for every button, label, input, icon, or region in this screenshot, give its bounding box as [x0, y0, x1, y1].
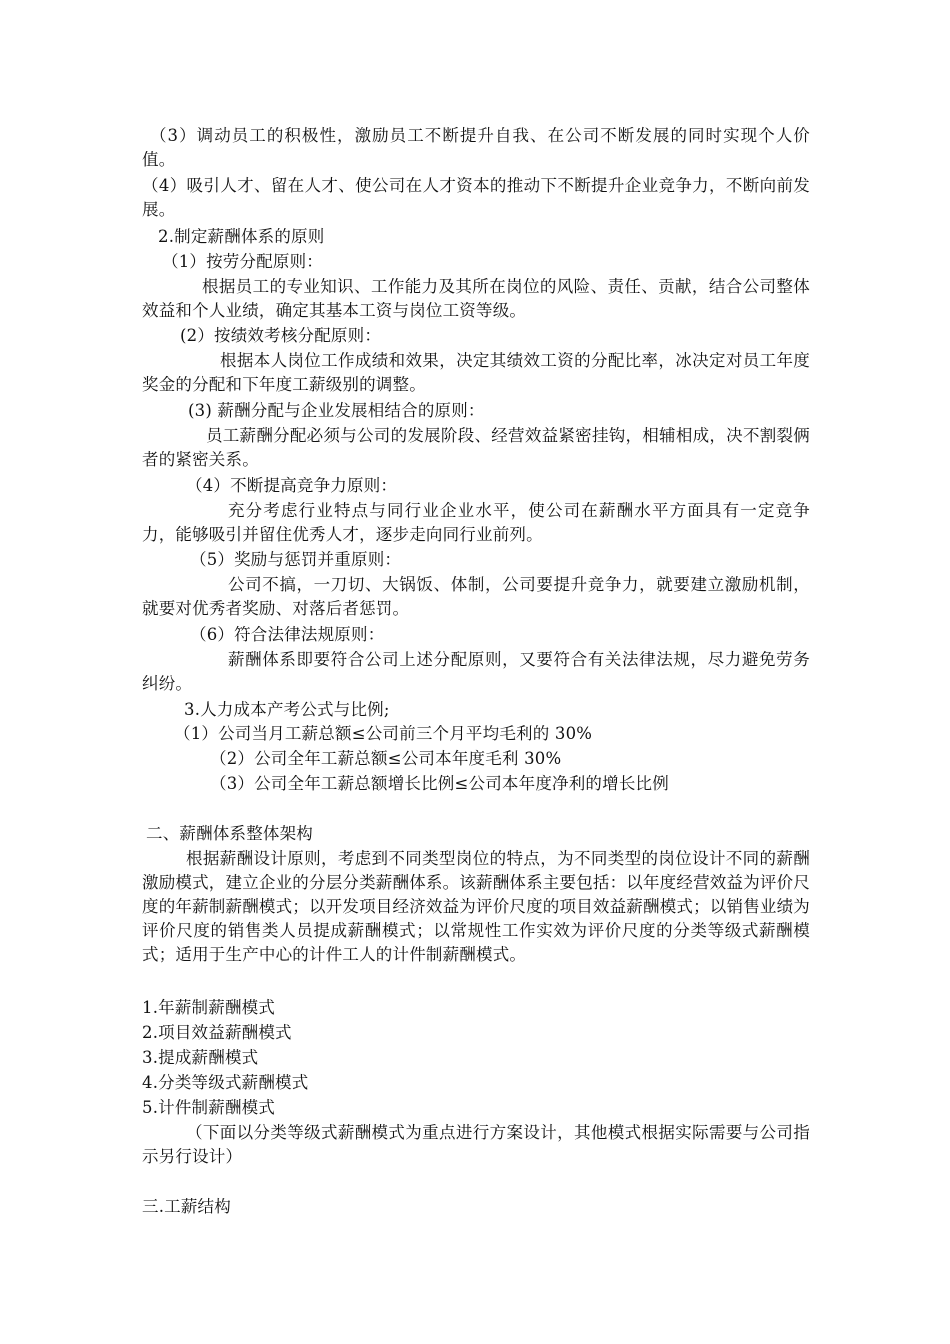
paragraph-goal-4: （4）吸引人才、留在人才、使公司在人才资本的推动下不断提升企业竞争力，不断向前发展。 — [142, 176, 810, 219]
formula-2: （2）公司全年工薪总额≤公司本年度毛利 30% — [210, 749, 562, 768]
heading-principles: 2.制定薪酬体系的原则 — [158, 227, 325, 246]
formula-1: （1）公司当月工薪总额≤公司前三个月平均毛利的 30% — [174, 724, 593, 743]
heading-principle-5: （5）奖励与惩罚并重原则： — [190, 550, 402, 569]
paragraph-principle-5: 公司不搞，一刀切、大锅饭、体制，公司要提升竞争力，就要建立激励机制，就要对优秀者奖励、对落后者惩罚。 — [142, 575, 810, 618]
section-3-title: 三.工薪结构 — [142, 1197, 231, 1216]
formula-3: （3）公司全年工薪总额增长比例≤公司本年度净利的增长比例 — [210, 774, 669, 793]
heading-principle-2: (2）按绩效考核分配原则： — [180, 326, 382, 345]
mode-item-3: 3.提成薪酬模式 — [142, 1048, 259, 1067]
mode-item-5: 5.计件制薪酬模式 — [142, 1098, 276, 1117]
paragraph-goal-3: （3）调动员工的积极性，激励员工不断提升自我、在公司不断发展的同时实现个人价值。 — [142, 126, 810, 169]
heading-principle-6: （6）符合法律法规原则： — [190, 625, 385, 644]
mode-item-4: 4.分类等级式薪酬模式 — [142, 1073, 309, 1092]
paragraph-principle-6: 薪酬体系即要符合公司上述分配原则，又要符合有关法律法规，尽力避免劳务纠纷。 — [142, 650, 810, 693]
heading-principle-3: (3) 薪酬分配与企业发展相结合的原则： — [188, 401, 485, 420]
mode-item-1: 1.年薪制薪酬模式 — [142, 998, 276, 1017]
paragraph-principle-3: 员工薪酬分配必须与公司的发展阶段、经营效益紧密挂钩，相辅相成，决不割裂俩者的紧密关系。 — [142, 426, 810, 469]
paragraph-principle-1: 根据员工的专业知识、工作能力及其所在岗位的风险、责任、贡献，结合公司整体效益和个人业绩，确定其基本工资与岗位工资等级。 — [142, 277, 810, 320]
heading-principle-4: （4）不断提高竞争力原则： — [186, 476, 398, 495]
paragraph-principle-2: 根据本人岗位工作成绩和效果，决定其绩效工资的分配比率，冰决定对员工年度奖金的分配和下年度工薪级别的调整。 — [142, 351, 810, 394]
heading-principle-1: （1）按劳分配原则： — [162, 252, 323, 271]
heading-cost-formula: 3.人力成本产考公式与比例; — [184, 700, 390, 719]
section-2-paragraph: 根据薪酬设计原则，考虑到不同类型岗位的特点，为不同类型的岗位设计不同的薪酬激励模式，建立企业的分层分类薪酬体系。该薪酬体系主要包括：以年度经营效益为评价尺度的年薪制薪酬模式；以开发项目经济效益为评价尺度的项目效益薪酬模式；以销售业绩为评价尺度的销售类人员提成薪酬模式；以常规性工作实效为评价尺度的分类等级式薪酬模式；适用于生产中心的计件工人的计件制薪酬模式。 — [142, 849, 810, 964]
section-2-title: 二、薪酬体系整体架构 — [146, 824, 313, 843]
design-note: （下面以分类等级式薪酬模式为重点进行方案设计，其他模式根据实际需要与公司指示另行设计） — [142, 1123, 810, 1166]
mode-item-2: 2.项目效益薪酬模式 — [142, 1023, 292, 1042]
paragraph-principle-4: 充分考虑行业特点与同行业企业水平，使公司在薪酬水平方面具有一定竞争力，能够吸引并留住优秀人才，逐步走向同行业前列。 — [142, 501, 810, 544]
